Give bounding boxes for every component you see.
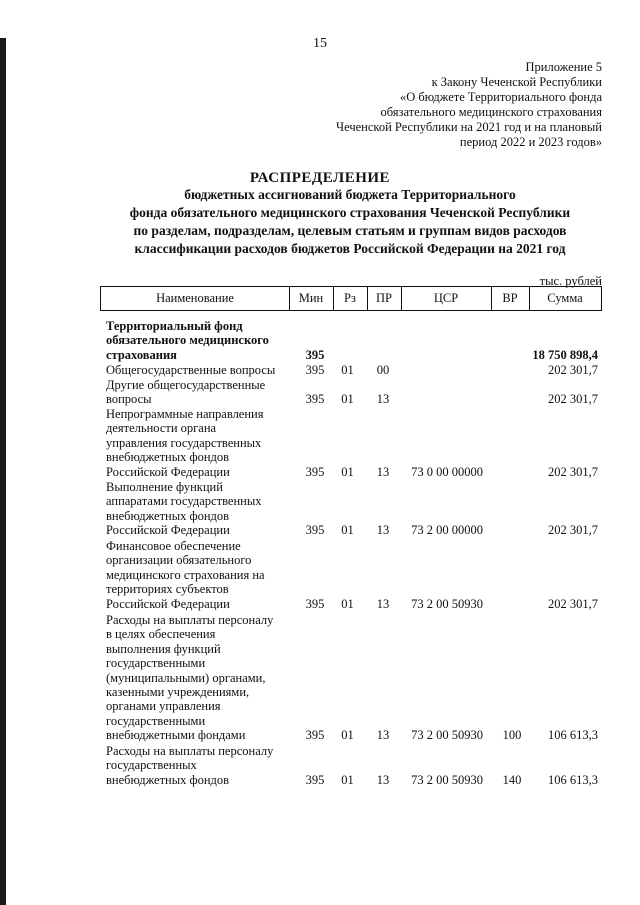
header-vr: ВР xyxy=(502,291,518,305)
row-name-line: аппаратами государственных xyxy=(106,494,262,509)
row-min: 395 xyxy=(305,772,325,787)
header-name: Наименование xyxy=(156,291,234,305)
row-pr: 13 xyxy=(376,772,390,787)
table-row xyxy=(0,363,640,377)
row-name xyxy=(106,378,296,407)
subtitle-line: классификации расходов бюджетов Российской Федерации на 2021 год xyxy=(134,241,566,256)
row-sum: 202 301,7 xyxy=(548,392,598,407)
row-min: 395 xyxy=(305,392,325,407)
row-rz: 01 xyxy=(341,523,354,538)
row-name xyxy=(106,539,296,611)
appendix-line: к Закону Чеченской Республики xyxy=(431,75,602,89)
header-csr: ЦСР xyxy=(433,291,459,305)
row-sum: 202 301,7 xyxy=(548,523,598,538)
subtitle-line: фонда обязательного медицинского страхования Чеченской Республики xyxy=(129,205,571,220)
row-name-line: государственными xyxy=(106,656,206,671)
row-csr: 73 2 00 50930 xyxy=(411,728,483,743)
table-row xyxy=(0,480,640,538)
row-name xyxy=(106,407,296,479)
row-name-line: Расходы на выплаты персоналу xyxy=(106,744,274,758)
row-vr: 100 xyxy=(502,728,522,743)
table-row xyxy=(0,539,640,611)
row-name-line: внебюджетными фондами xyxy=(106,728,246,743)
row-name-line: вопросы xyxy=(106,392,152,407)
row-name-line: деятельности органа xyxy=(106,421,217,436)
row-name-line: Российской Федерации xyxy=(106,523,230,538)
row-sum: 106 613,3 xyxy=(548,772,598,787)
row-name xyxy=(106,319,296,362)
row-rz: 01 xyxy=(341,728,354,743)
row-rz: 01 xyxy=(341,362,354,377)
document-title: РАСПРЕДЕЛЕНИЕ xyxy=(249,170,391,186)
row-min: 395 xyxy=(305,596,325,611)
row-name-line: Территориальный фонд xyxy=(106,319,243,333)
row-pr: 13 xyxy=(376,392,390,407)
row-min: 395 xyxy=(305,523,325,538)
table-row xyxy=(0,407,640,479)
row-name-line: государственными xyxy=(106,713,206,728)
row-name-line: территориях субъектов xyxy=(106,582,229,597)
row-name xyxy=(106,363,296,377)
page-number: 15 xyxy=(313,36,327,51)
row-name-line: внебюджетных фондов xyxy=(106,450,230,465)
row-csr: 73 0 00 00000 xyxy=(411,464,483,479)
row-name-line: Непрограммные направления xyxy=(106,407,264,421)
table-row xyxy=(0,744,640,787)
unit-label: тыс. рублей xyxy=(539,274,602,288)
row-name-line: государственных xyxy=(106,758,197,773)
row-min: 395 xyxy=(305,362,325,377)
row-rz: 01 xyxy=(341,464,354,479)
row-name xyxy=(106,744,296,787)
row-name-line: выполнения функций xyxy=(106,641,221,656)
row-name-line: обязательного медицинского xyxy=(106,333,269,348)
document-subtitle xyxy=(80,186,620,258)
row-pr: 13 xyxy=(376,464,390,479)
row-rz: 01 xyxy=(341,596,354,611)
row-csr: 73 2 00 50930 xyxy=(411,596,483,611)
header-sum: Сумма xyxy=(547,291,583,305)
row-min: 395 xyxy=(305,347,325,362)
header-rz: Рз xyxy=(344,291,356,305)
row-sum: 18 750 898,4 xyxy=(532,347,598,362)
row-csr: 73 2 00 00000 xyxy=(411,523,483,538)
row-name-line: (муниципальными) органами, xyxy=(106,670,266,685)
row-name-line: органами управления xyxy=(106,699,221,714)
header-min: Мин xyxy=(298,291,324,305)
header-pr: ПР xyxy=(376,291,392,305)
row-pr: 13 xyxy=(376,728,390,743)
row-name-line: в целях обеспечения xyxy=(106,627,216,642)
table-header xyxy=(100,286,602,311)
row-rz: 01 xyxy=(341,392,354,407)
row-name xyxy=(106,613,296,743)
row-name xyxy=(106,480,296,538)
row-sum: 202 301,7 xyxy=(548,464,598,479)
row-name-line: Российской Федерации xyxy=(106,596,230,611)
row-name-line: управления государственных xyxy=(106,435,262,450)
row-name-line: страхования xyxy=(106,347,177,362)
row-min: 395 xyxy=(305,728,325,743)
appendix-line: период 2022 и 2023 годов» xyxy=(459,135,602,149)
row-name-line: медицинского страхования на xyxy=(106,567,265,582)
row-name-line: Российской Федерации xyxy=(106,464,230,479)
row-name-line: внебюджетных фондов xyxy=(106,508,230,523)
row-name-line: Выполнение функций xyxy=(106,480,223,494)
row-pr: 13 xyxy=(376,596,390,611)
table-row xyxy=(0,319,640,362)
row-pr: 00 xyxy=(376,362,390,377)
table-row xyxy=(0,613,640,743)
row-name-line: организации обязательного xyxy=(106,553,252,568)
row-name-line: Другие общегосударственные xyxy=(106,378,266,392)
appendix-line: «О бюджете Территориального фонда xyxy=(399,90,602,104)
row-name-line: казенными учреждениями, xyxy=(106,685,250,700)
row-name-line: внебюджетных фондов xyxy=(106,772,230,787)
appendix-line: обязательного медицинского страхования xyxy=(380,105,602,119)
appendix-line: Чеченской Республики на 2021 год и на плановый xyxy=(335,120,602,134)
row-rz: 01 xyxy=(341,772,354,787)
row-sum: 202 301,7 xyxy=(548,596,598,611)
appendix-line: Приложение 5 xyxy=(525,60,602,74)
row-name-line: Финансовое обеспечение xyxy=(106,539,241,553)
row-sum: 202 301,7 xyxy=(548,362,598,377)
subtitle-line: бюджетных ассигнований бюджета Территориального xyxy=(184,187,516,202)
row-pr: 13 xyxy=(376,523,390,538)
row-min: 395 xyxy=(305,464,325,479)
table-row xyxy=(0,378,640,407)
row-name-line: Расходы на выплаты персоналу xyxy=(106,613,274,627)
row-csr: 73 2 00 50930 xyxy=(411,772,483,787)
row-name-line: Общегосударственные вопросы xyxy=(106,363,276,377)
appendix-block xyxy=(272,60,602,150)
row-vr: 140 xyxy=(502,772,522,787)
row-sum: 106 613,3 xyxy=(548,728,598,743)
subtitle-line: по разделам, подразделам, целевым статьям и группам видов расходов xyxy=(133,223,567,238)
